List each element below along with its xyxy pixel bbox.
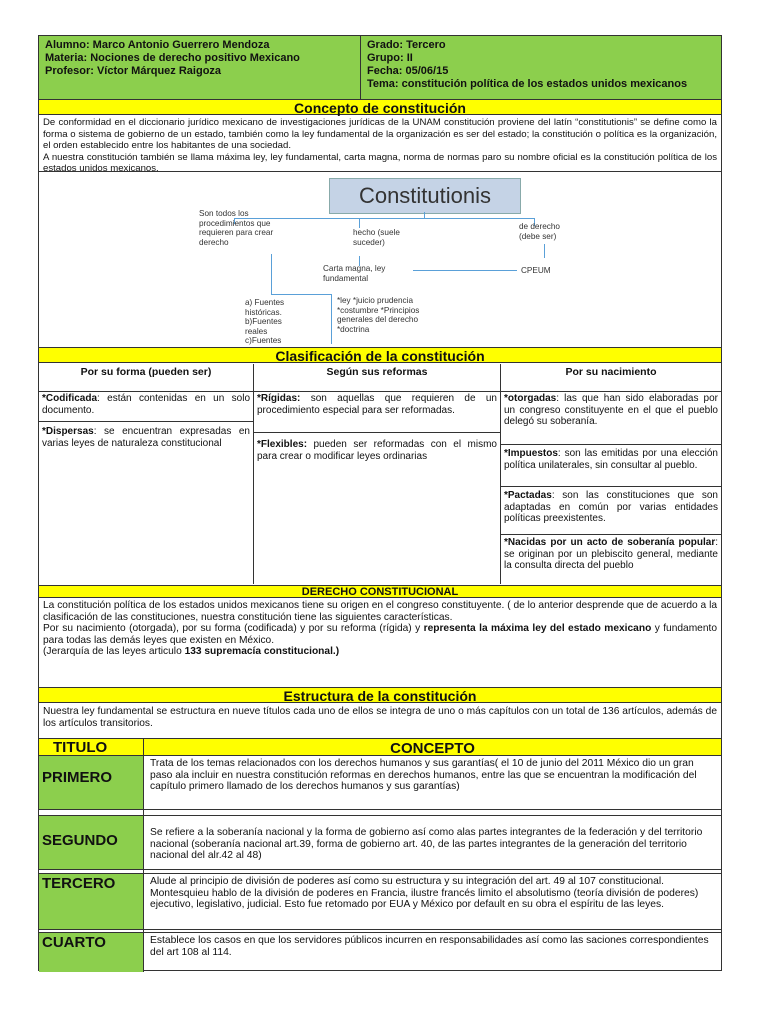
titulo-cell: PRIMERO (39, 756, 143, 809)
table-row (39, 873, 721, 930)
codificada-cell (39, 392, 253, 417)
diagram-title: Constitutionis (329, 178, 521, 214)
student-name: Alumno: Marco Antonio Guerrero Mendoza (45, 39, 270, 51)
otorgadas-cell (501, 392, 721, 429)
flexibles-cell (254, 438, 500, 463)
otorgadas-term: *otorgadas (504, 393, 557, 404)
concepto-text (39, 116, 721, 172)
derecho-paragraph-1: La constitución política de los estados unidos mexicanos tiene su origen en el congreso constituyente. ( de lo anterior desprende que de acuerdo a la clasificación de las constituciones, nuestra constitución tiene las siguientes características. (43, 600, 717, 623)
concepto-cell: Trata de los temas relacionados con los derechos humanos y sus garantías( el 10 de junio del 2011 México dio un gran paso ala incluir en nuestra constitución reformas en derechos humanos, entre las que se encuentran la modificación del capítulo primero llamado de los derechos humanos y sus garantías) (150, 758, 697, 792)
teacher: Profesor: Víctor Márquez Raigoza (45, 65, 222, 77)
concepto-title: Concepto de constitución (39, 99, 721, 115)
derecho-text (39, 599, 721, 685)
subject: Materia: Nociones de derecho positivo Mexicano (45, 52, 300, 64)
nacidas-term: *Nacidas por un acto de soberanía popular (504, 537, 716, 548)
derecho-p2a: Por su nacimiento (otorgada), por su forma (codificada) y por su reforma (rígida) y (43, 623, 424, 635)
concepto-paragraph-2: A nuestra constitución también se llama máxima ley, ley fundamental, carta magna, norma de normas paro su nombre oficial es la constitución política de los estados unidos mexicanos. (43, 151, 717, 174)
connector-line (271, 254, 272, 294)
hecho-text: hecho (suele suceder) (353, 228, 400, 247)
header-block (39, 36, 721, 100)
col-header-nacimiento: Por su nacimiento (565, 366, 657, 378)
procedures-text: Son todos los procedimientos que requieren para crear derecho (199, 209, 274, 247)
flexibles-term: *Flexibles: (257, 439, 308, 450)
derecho-p3b: 133 supremacía constitucional.) (184, 646, 340, 658)
pactadas-term: *Pactadas (504, 490, 552, 501)
impuestos-text: : son las emitidas por una elección política unilaterales, sin consultar al pueblo. (504, 448, 718, 471)
derecho-paragraph-2 (43, 623, 717, 646)
divider (501, 534, 721, 535)
header-left (39, 36, 361, 100)
topic: Tema: constitución política de los estados unidos mexicanos (367, 78, 688, 90)
titulo-cell: SEGUNDO (39, 816, 143, 869)
connector-line (331, 294, 332, 344)
rigidas-text: son aquellas que requieren de un procedimiento especial para ser reformadas. (257, 393, 497, 416)
impuestos-term: *Impuestos (504, 448, 558, 459)
group: Grupo: II (367, 52, 413, 64)
titulo-cell: TERCERO (39, 874, 143, 929)
derecho-p3a: (Jerarquía de las leyes articulo (43, 646, 185, 658)
clasificacion-headers (39, 364, 721, 392)
document-sheet (38, 35, 722, 971)
nacidas-cell (501, 536, 721, 573)
divider (39, 421, 253, 422)
derecho-text: de derecho (debe ser) (519, 222, 560, 241)
flexibles-text: pueden ser reformadas con el mismo para crear o modificar leyes ordinarias (257, 439, 497, 462)
dispersas-term: *Dispersas (42, 426, 94, 437)
derecho-title: DERECHO CONSTITUCIONAL (39, 585, 721, 598)
nacidas-text: : se originan por un plebiscito general, mediante la consulta directa del pueblo (504, 537, 718, 571)
rigidas-cell (254, 392, 500, 417)
derecho-p2b: representa la máxima ley del estado mexicano (423, 623, 652, 635)
table-row (39, 932, 721, 972)
pactadas-cell (501, 489, 721, 526)
dispersas-cell (39, 425, 253, 450)
concepto-paragraph-1: De conformidad en el diccionario jurídico mexicano de investigaciones jurídicas de la UNAM constitución proviene del latín “constitutionis” se define como la forma o sistema de gobierno de un estado, también como la ley fundamental de la organización es ser del estado; la constitución o política es la organización, el orden establecido entre los habitantes de una sociedad. (43, 117, 717, 151)
connector-line (359, 218, 360, 228)
codificada-text: : están contenidas en un solo documento. (42, 393, 250, 416)
date: Fecha: 05/06/15 (367, 65, 449, 77)
grade: Grado: Tercero (367, 39, 446, 51)
constitutionis-diagram (189, 176, 589, 346)
concepto-cell: Se refiere a la soberanía nacional y la forma de gobierno así como alas partes integrantes de la federación y del territorio nacional (soberanía nacional art.39, forma de gobierno art. 40, de las partes integrantes de la generación del territorio nacional del alr.42 al 48) (150, 827, 703, 861)
col-header-forma: Por su forma (pueden ser) (80, 366, 212, 378)
derecho-paragraph-3 (43, 646, 717, 658)
header-right (361, 36, 721, 100)
divider (254, 432, 500, 433)
col-titulo-header: TITULO (53, 739, 108, 756)
col-concepto-header: CONCEPTO (390, 740, 475, 757)
divider (501, 444, 721, 445)
impuestos-cell (501, 447, 721, 472)
derecho-p2c: y fundamento para todas las demás leyes que existen en México. (43, 623, 718, 646)
carta-magna-text: Carta magna, ley fundamental (323, 264, 386, 283)
table-row (39, 815, 721, 870)
sources-list-text: *ley *juicio prudencia *costumbre *Principios generales del derecho *doctrina (337, 296, 420, 334)
concepto-cell: Alude al principio de división de poderes así como su estructura y su integración del art. 49 al 107 constitucional. Montesquieu hablo de la división de poderes en Francia, ilustre francés limito el absolutismo (teoría división de poderes) ejecutivo, legislativo, judicial. Esto fue retomado por EUA y México por default en su obra el espíritu de las leyes. (150, 876, 699, 910)
connector-line (271, 294, 331, 295)
concepto-cell: Establece los casos en que los servidores públicos incurren en responsabilidades así como las saciones correspondientes del art 108 al 114. (150, 935, 709, 958)
table-row (39, 756, 721, 810)
connector-line (234, 218, 534, 219)
divider (501, 486, 721, 487)
cpeum-text: CPEUM (521, 266, 551, 275)
titulo-cell: CUARTO (39, 933, 143, 972)
pactadas-text: : son las constituciones que son adaptadas en común por varias entidades políticas preexistentes. (504, 490, 718, 524)
connector-line (544, 244, 545, 258)
fuentes-text: a) Fuentes históricas. b)Fuentes reales c)Fuentes (245, 298, 285, 345)
col-header-reformas: Según sus reformas (326, 366, 428, 378)
clasificacion-title: Clasificación de la constitución (39, 347, 721, 363)
table-header-row (39, 738, 721, 756)
estructura-text: Nuestra ley fundamental se estructura en nueve títulos cada uno de ellos se integra de uno o más capítulos con un total de 136 artículos, además de los artículos transitorios. (43, 706, 717, 729)
connector-line (413, 270, 517, 271)
dispersas-text: : se encuentran expresadas en varias leyes de naturaleza constitucional (42, 426, 250, 449)
estructura-title: Estructura de la constitución (39, 687, 721, 703)
codificada-term: *Codificada (42, 393, 98, 404)
otorgadas-text: : las que han sido elaboradas por un congreso constituyente en el que el pueblo delegó su soberanía. (504, 393, 718, 427)
rigidas-term: *Rígidas: (257, 393, 301, 404)
